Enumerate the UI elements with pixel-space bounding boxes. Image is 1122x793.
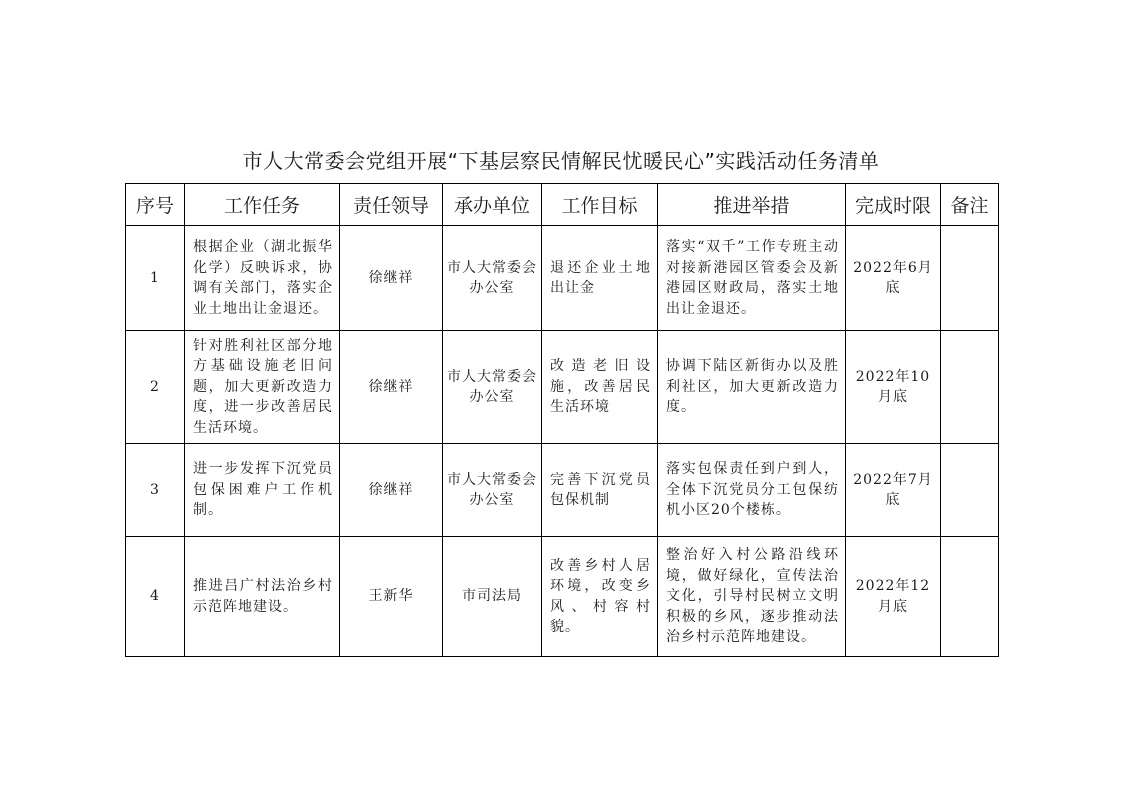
note-cell	[941, 331, 999, 444]
task-text: 进一步发挥下沉党员包保困难户工作机制。	[193, 461, 333, 519]
measure-cell	[658, 537, 846, 657]
header-task: 工作任务	[185, 184, 340, 226]
header-no: 序号	[126, 184, 185, 226]
goal-text: 退还企业土地出让金	[550, 259, 651, 296]
task-cell	[185, 331, 340, 444]
measure-cell	[658, 331, 846, 444]
deadline-cell	[846, 226, 941, 331]
unit-cell	[443, 331, 542, 444]
task-text: 针对胜利社区部分地方基础设施老旧问题，加大更新改造力度，进一步改善居民生活环境。	[193, 337, 333, 436]
deadline-cell	[846, 444, 941, 537]
goal-cell	[542, 444, 658, 537]
table-row	[126, 226, 999, 331]
measure-cell	[658, 444, 846, 537]
leader-text: 徐继祥	[368, 269, 414, 286]
unit-text: 市人大常委会办公室	[447, 259, 537, 296]
row-no: 1	[150, 269, 160, 286]
page-title: 市人大常委会党组开展“下基层察民情解民忧暖民心”实践活动任务清单	[242, 149, 880, 173]
unit-cell	[443, 537, 542, 657]
task-cell	[185, 537, 340, 657]
header-deadline: 完成时限	[846, 184, 941, 226]
task-cell	[185, 444, 340, 537]
goal-text: 改造老旧设施，改善居民生活环境	[550, 358, 651, 416]
goal-cell	[542, 226, 658, 331]
unit-cell	[443, 226, 542, 331]
goal-cell	[542, 331, 658, 444]
header-unit: 承办单位	[443, 184, 542, 226]
table-header-row	[126, 184, 999, 226]
table-row	[126, 444, 999, 537]
deadline-text: 2022年6月底	[853, 259, 933, 296]
deadline-cell	[846, 537, 941, 657]
row-no-cell	[126, 226, 185, 331]
unit-text: 市人大常委会办公室	[447, 471, 537, 508]
goal-cell	[542, 537, 658, 657]
note-cell	[941, 444, 999, 537]
unit-text: 市司法局	[462, 588, 522, 605]
row-no-cell	[126, 537, 185, 657]
deadline-text: 2022年12月底	[855, 578, 931, 615]
measure-cell	[658, 226, 846, 331]
task-list-table	[125, 183, 999, 657]
leader-text: 徐继祥	[368, 378, 414, 395]
row-no: 3	[150, 481, 160, 498]
header-goal: 工作目标	[542, 184, 658, 226]
measure-text: 落实包保责任到户到人，全体下沉党员分工包保纺机小区20个楼栋。	[666, 461, 839, 519]
deadline-text: 2022年10月底	[855, 368, 931, 405]
leader-cell	[340, 331, 443, 444]
row-no: 2	[150, 378, 160, 395]
goal-text: 完善下沉党员包保机制	[550, 471, 651, 508]
measure-text: 协调下陆区新街办以及胜利社区，加大更新改造力度。	[666, 358, 839, 416]
unit-text: 市人大常委会办公室	[447, 368, 537, 405]
table-row	[126, 537, 999, 657]
task-cell	[185, 226, 340, 331]
unit-cell	[443, 444, 542, 537]
header-measure: 推进举措	[658, 184, 846, 226]
goal-text: 改善乡村人居环境，改变乡风、村容村貌。	[550, 557, 651, 635]
deadline-cell	[846, 331, 941, 444]
leader-text: 徐继祥	[368, 481, 414, 498]
measure-text: 整治好入村公路沿线环境，做好绿化，宣传法治文化，引导村民树立文明积极的乡风，逐步推动法治乡村示范阵地建设。	[666, 547, 839, 646]
row-no-cell	[126, 444, 185, 537]
row-no: 4	[150, 588, 160, 605]
leader-cell	[340, 226, 443, 331]
task-text: 根据企业（湖北振华化学）反映诉求，协调有关部门，落实企业土地出让金退还。	[193, 239, 333, 317]
task-text: 推进吕广村法治乡村示范阵地建设。	[193, 578, 333, 615]
row-no-cell	[126, 331, 185, 444]
leader-text: 王新华	[368, 588, 414, 605]
deadline-text: 2022年7月底	[853, 471, 933, 508]
table-row	[126, 331, 999, 444]
note-cell	[941, 226, 999, 331]
header-leader: 责任领导	[340, 184, 443, 226]
note-cell	[941, 537, 999, 657]
leader-cell	[340, 537, 443, 657]
leader-cell	[340, 444, 443, 537]
header-note: 备注	[941, 184, 999, 226]
measure-text: 落实“双千”工作专班主动对接新港园区管委会及新港园区财政局，落实土地出让金退还。	[666, 239, 839, 317]
